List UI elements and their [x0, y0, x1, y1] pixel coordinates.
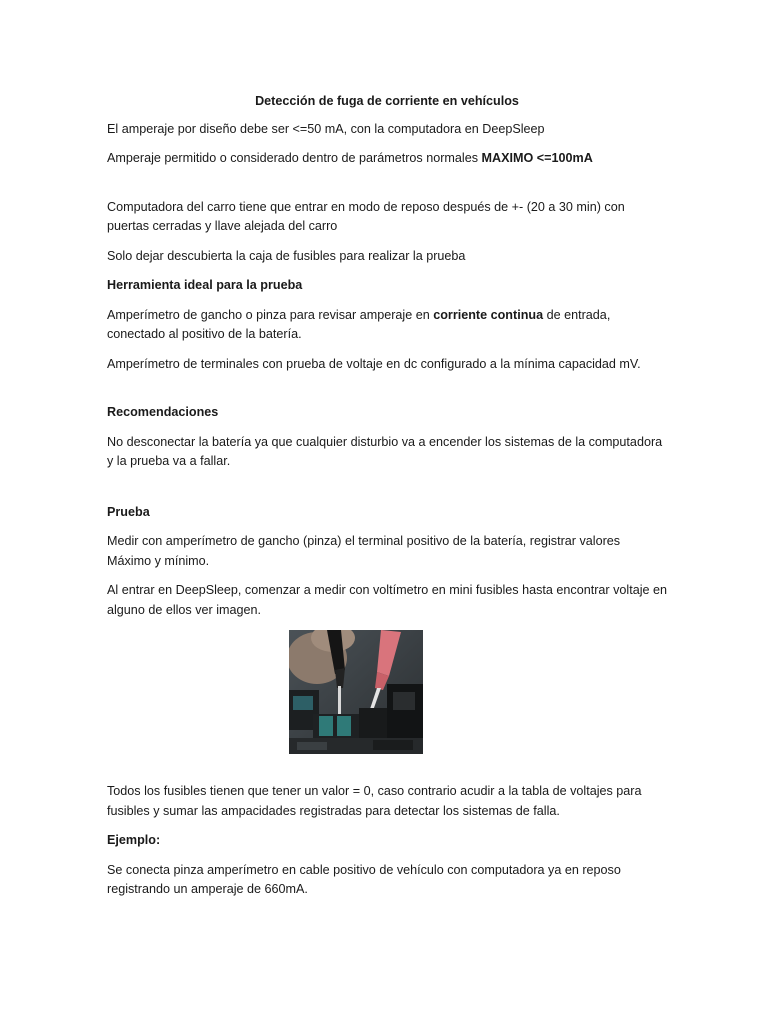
clamp-meter-bold: corriente continua — [433, 307, 544, 322]
paragraph-fuse-box: Solo dejar descubierta la caja de fusibles para realizar la prueba — [107, 248, 466, 263]
paragraph-measure-clamp: Medir con amperímetro de gancho (pinza) el terminal positivo de la batería, registrar valores Máximo y mínimo. — [107, 534, 621, 568]
allowed-amperage-max: MAXIMO <=100mA — [481, 151, 593, 165]
paragraph-example-measure: Se conecta pinza amperímetro en cable positivo de vehículo con computadora ya en reposo registrando un amperaje de 660mA. — [107, 862, 621, 896]
heading-test: Prueba — [107, 504, 150, 519]
paragraph-design-amperage: El amperaje por diseño debe ser <=50 mA, con la computadora en DeepSleep — [107, 121, 545, 136]
paragraph-terminal-meter: Amperímetro de terminales con prueba de voltaje en dc configurado a la mínima capacidad mV. — [107, 356, 641, 371]
paragraph-fuse-zero: Todos los fusibles tienen que tener un valor = 0, caso contrario acudir a la tabla de voltajes para fusibles y sumar las ampacidades registradas para detectar los sistemas de falla. — [107, 784, 642, 818]
photo-container — [107, 630, 667, 756]
heading-recommendations: Recomendaciones — [107, 405, 219, 419]
clamp-meter-text-a: Amperímetro de gancho o pinza para revisar amperaje en — [107, 307, 434, 322]
heading-tools: Herramienta ideal para la prueba — [107, 278, 303, 292]
allowed-amperage-text: Amperaje permitido o considerado dentro de parámetros normales — [107, 151, 482, 165]
document-body — [107, 92, 667, 910]
paragraph-allowed-amperage — [107, 149, 667, 169]
paragraph-computer-sleep: Computadora del carro tiene que entrar en modo de reposo después de +- (20 a 30 min) con puertas cerradas y llave alejada del carro — [107, 199, 625, 233]
paragraph-deepsleep-measure: Al entrar en DeepSleep, comenzar a medir con voltímetro en mini fusibles hasta encontrar voltaje en alguno de ellos ver imagen. — [107, 583, 668, 617]
heading-example: Ejemplo: — [107, 833, 161, 847]
fuse-probe-photo — [289, 630, 423, 754]
paragraph-clamp-meter — [107, 306, 667, 345]
clamp-meter-text-b: de entrada, conectado al positivo de la batería. — [107, 307, 611, 341]
paragraph-battery-warning: No desconectar la batería ya que cualquier disturbio va a encender los sistemas de la computadora y la prueba va a fallar. — [107, 434, 663, 468]
document-title: Detección de fuga de corriente en vehículos — [255, 94, 519, 108]
